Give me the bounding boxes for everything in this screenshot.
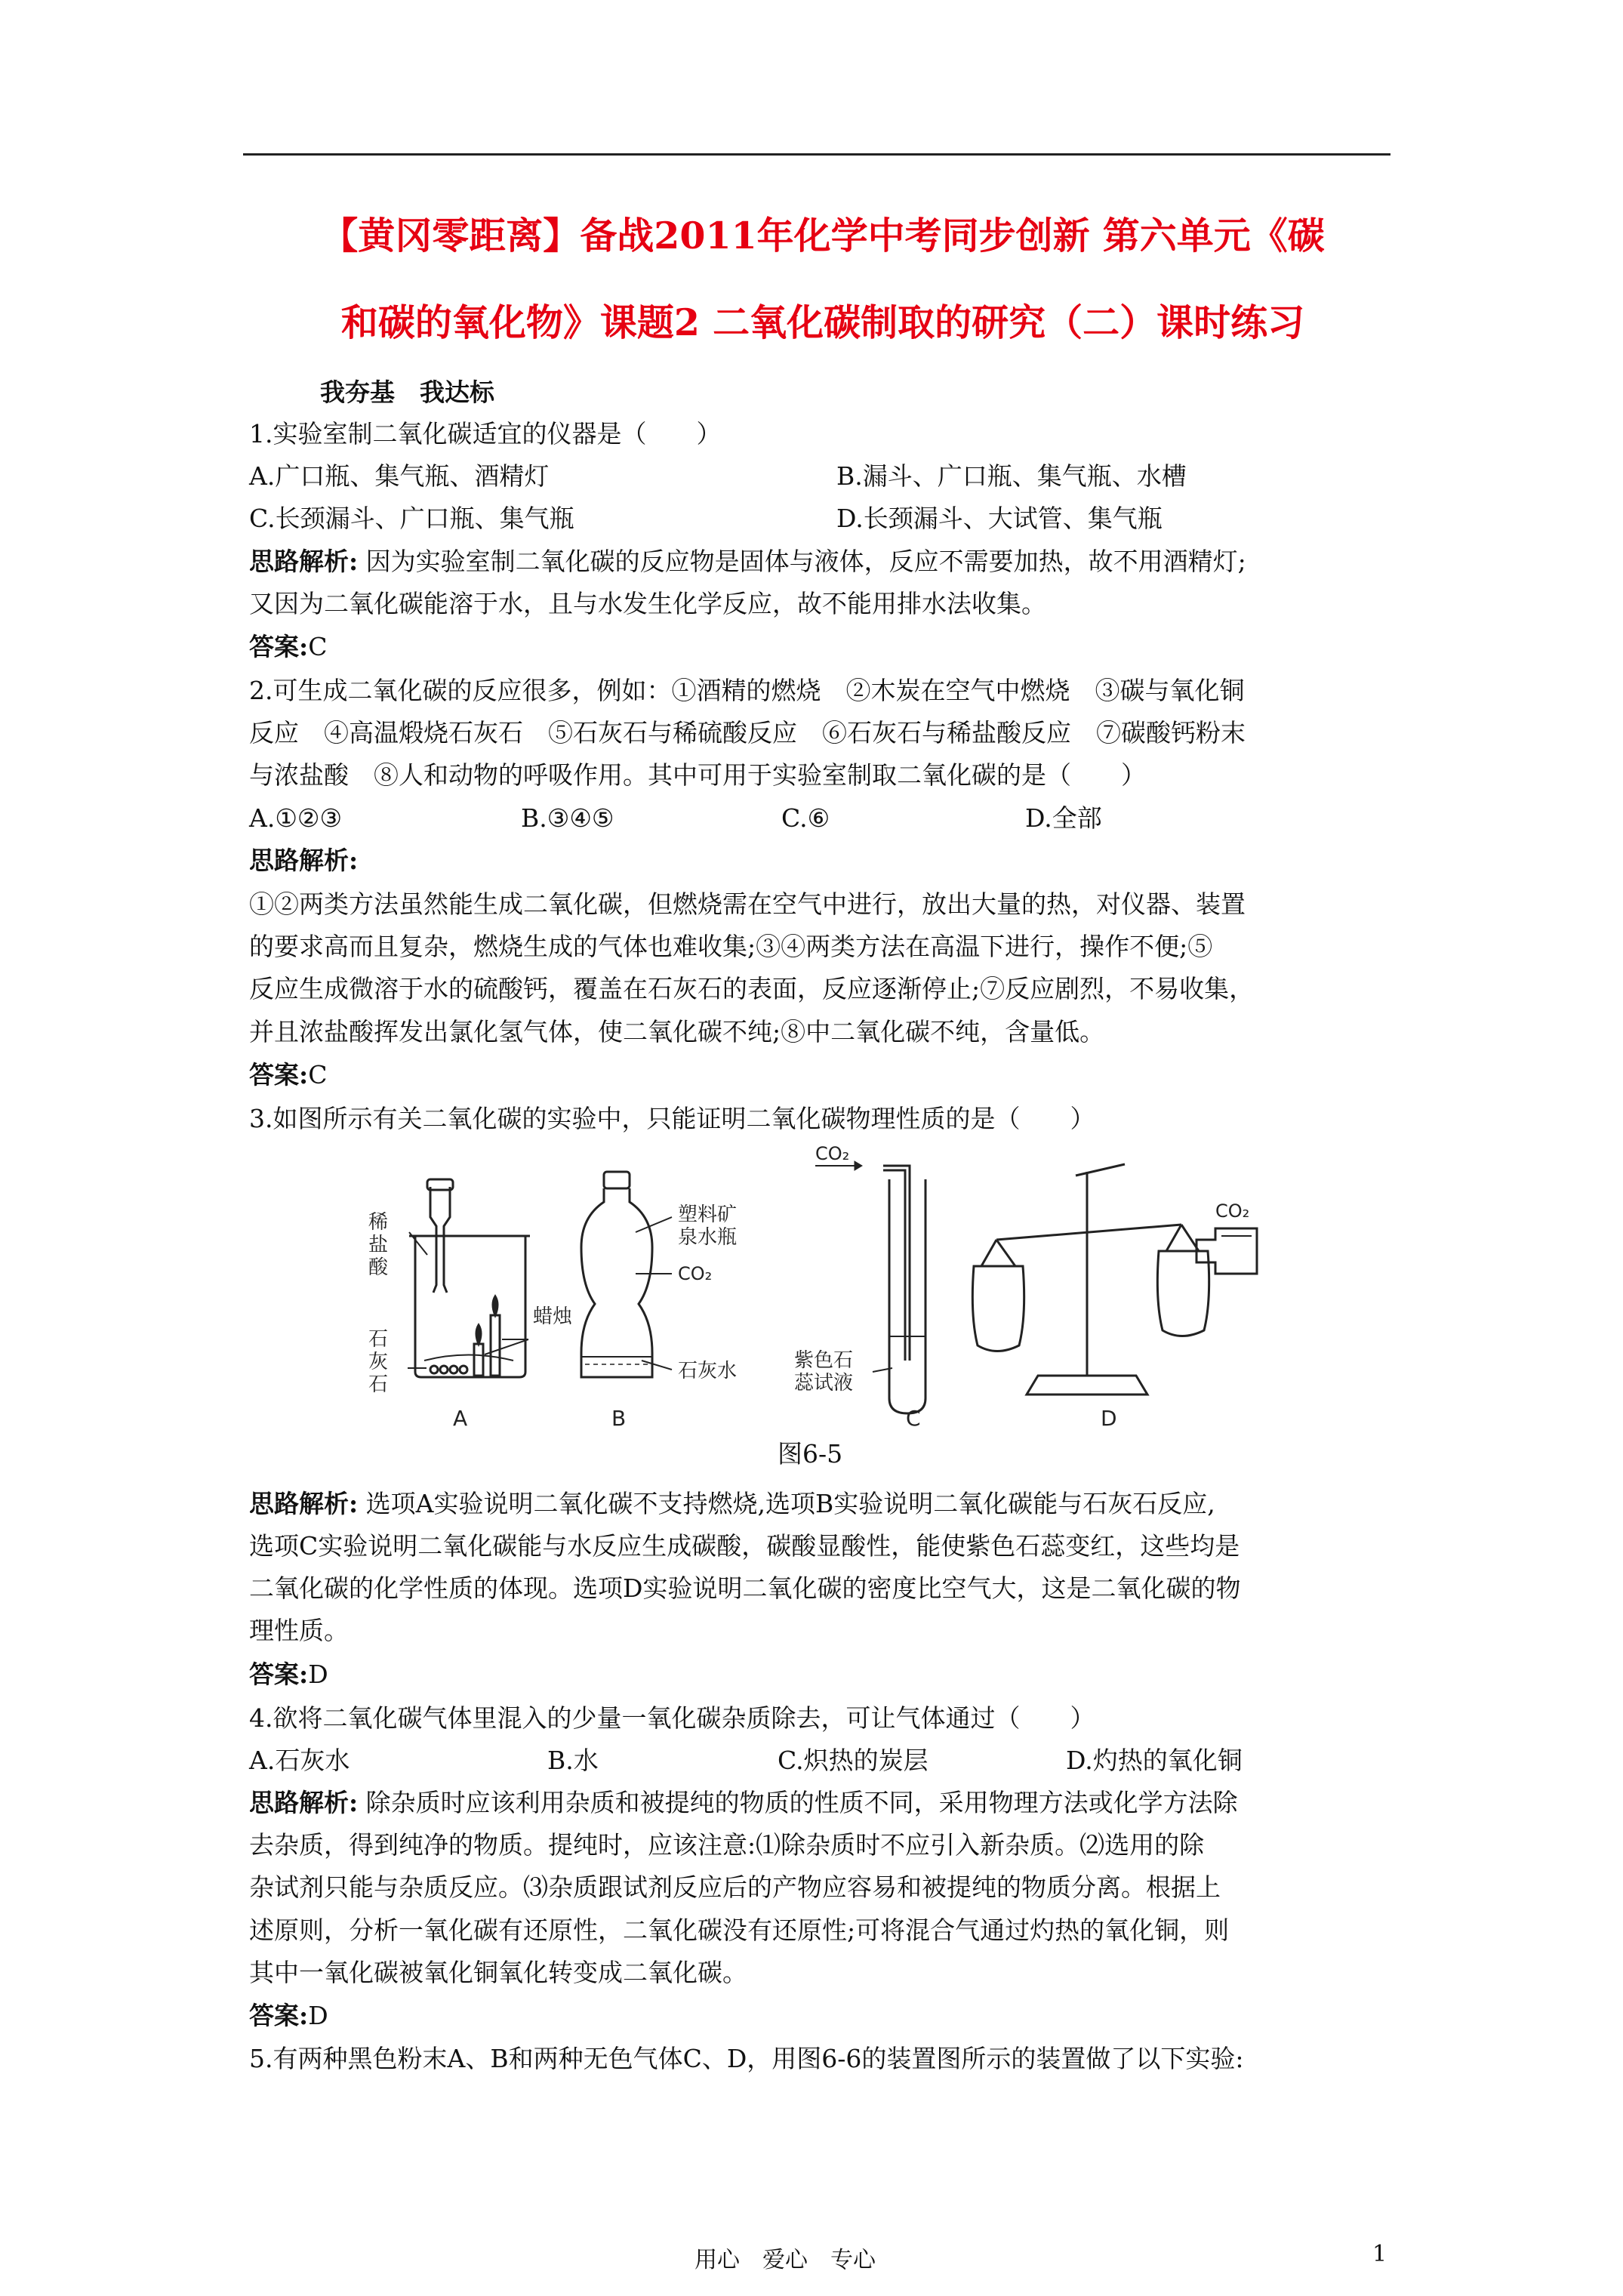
apparatus-b: [581, 1172, 737, 1382]
q4-analysis-line4: 述原则，分析一氧化碳有还原性，二氧化碳没有还原性;可将混合气通过灼热的氧化铜，则: [249, 1915, 1230, 1945]
q3-analysis-line4: 理性质。: [249, 1616, 349, 1645]
label-a-acid-1: 稀: [368, 1211, 389, 1234]
figure-6-5: [355, 1142, 1298, 1428]
q1-analysis-line2: 又因为二氧化碳能溶于水，且与水发生化学反应，故不能用排水法收集。: [249, 589, 1046, 618]
label-a-acid-3: 酸: [368, 1256, 389, 1279]
page-footer: 用心 爱心 专心: [694, 2247, 876, 2273]
q5-stem: 5.有两种黑色粉末A、B和两种无色气体C、D，用图6-6的装置图所示的装置做了以下实验:: [249, 2044, 1244, 2073]
label-b-co2: CO₂: [678, 1263, 713, 1284]
q1-option-b: B.漏斗、广口瓶、集气瓶、水槽: [836, 461, 1187, 491]
q2-stem-line3: 与浓盐酸 ⑧人和动物的呼吸作用。其中可用于实验室制取二氧化碳的是（ ）: [249, 760, 1146, 790]
page-title-line2: 和碳的氧化物》课题2 二氧化碳制取的研究（二）课时练习: [340, 300, 1305, 344]
q4-stem: 4.欲将二氧化碳气体里混入的少量一氧化碳杂质除去，可让气体通过（ ）: [249, 1703, 1095, 1733]
q2-stem-line2: 反应 ④高温煅烧石灰石 ⑤石灰石与稀硫酸反应 ⑥石灰石与稀盐酸反应 ⑦碳酸钙粉末: [249, 718, 1246, 747]
q4-option-d: D.灼热的氧化铜: [1066, 1746, 1243, 1775]
q3-analysis-line3: 二氧化碳的化学性质的体现。选项D实验说明二氧化碳的密度比空气大，这是二氧化碳的物: [249, 1573, 1241, 1603]
label-a-stone-1: 石: [368, 1328, 389, 1351]
label-d-co2: CO₂: [1215, 1200, 1250, 1222]
q4-option-b: B.水: [547, 1746, 599, 1775]
label-b-bottle-1: 塑料矿: [678, 1203, 738, 1226]
q3-analysis-line2: 选项C实验说明二氧化碳能与水反应生成碳酸，碳酸显酸性，能使紫色石蕊变红，这些均是: [249, 1531, 1240, 1561]
q4-option-a: A.石灰水: [249, 1746, 350, 1775]
letter-a: A: [453, 1406, 468, 1428]
letter-d: D: [1101, 1406, 1117, 1428]
figure-caption: 图6-5: [778, 1439, 843, 1469]
q2-analysis-label: 思路解析:: [249, 846, 359, 875]
label-a-stone-3: 石: [368, 1373, 389, 1396]
q2-stem-line1: 2.可生成二氧化碳的反应很多，例如：①酒精的燃烧 ②木炭在空气中燃烧 ③碳与氧化铜: [249, 676, 1245, 705]
q2-analysis-line4: 并且浓盐酸挥发出氯化氢气体，使二氧化碳不纯;⑧中二氧化碳不纯，含量低。: [249, 1017, 1105, 1046]
page-number: 1: [1372, 2241, 1387, 2267]
apparatus-d: [972, 1164, 1257, 1395]
letter-c: C: [906, 1406, 921, 1428]
q1-analysis-label: 思路解析:: [249, 547, 359, 576]
q1-option-c: C.长颈漏斗、广口瓶、集气瓶: [249, 504, 574, 533]
label-a-candle: 蜡烛: [533, 1305, 573, 1328]
q2-option-d: D.全部: [1025, 803, 1102, 833]
q2-option-b: B.③④⑤: [521, 803, 614, 833]
q4-analysis-line1: 思路解析: 除杂质时应该利用杂质和被提纯的物质的性质不同，采用物理方法或化学方法除: [249, 1788, 1238, 1817]
q1-analysis-line1: 思路解析: 因为实验室制二氧化碳的反应物是固体与液体，反应不需要加热，故不用酒精灯;: [249, 547, 1246, 576]
letter-b: B: [611, 1406, 627, 1428]
page-title-line1: 【黄冈零距离】备战2011年化学中考同步创新 第六单元《碳: [321, 214, 1325, 257]
q2-analysis-line2: 的要求高而且复杂，燃烧生成的气体也难收集;③④两类方法在高温下进行，操作不便;⑤: [249, 932, 1213, 961]
q4-answer: 答案:D: [249, 2001, 328, 2030]
q3-answer: 答案:D: [249, 1660, 328, 1689]
q2-option-a: A.①②③: [249, 803, 343, 833]
q1-option-d: D.长颈漏斗、大试管、集气瓶: [836, 504, 1163, 533]
q2-analysis-line1: ①②两类方法虽然能生成二氧化碳，但燃烧需在空气中进行，放出大量的热，对仪器、装置: [249, 889, 1246, 919]
label-c-litmus-2: 蕊试液: [794, 1372, 854, 1395]
label-b-bottle-2: 泉水瓶: [678, 1226, 738, 1249]
q4-analysis-line3: 杂试剂只能与杂质反应。⑶杂质跟试剂反应后的产物应容易和被提纯的物质分离。根据上: [249, 1872, 1221, 1902]
apparatus-c: [794, 1143, 925, 1413]
label-a-stone-2: 灰: [368, 1351, 389, 1373]
q2-analysis-line3: 反应生成微溶于水的硫酸钙，覆盖在石灰石的表面，反应逐渐停止;⑦反应剧烈，不易收集，: [249, 974, 1255, 1003]
section-header: 我夯基 我达标: [320, 378, 494, 407]
q4-option-c: C.炽热的炭层: [778, 1746, 929, 1775]
q3-analysis-line1: 思路解析: 选项A实验说明二氧化碳不支持燃烧,选项B实验说明二氧化碳能与石灰石反应,: [249, 1489, 1215, 1518]
q1-answer: 答案:C: [249, 632, 328, 661]
q2-option-c: C.⑥: [781, 803, 830, 833]
apparatus-a: [368, 1179, 573, 1396]
label-b-limewater: 石灰水: [678, 1360, 738, 1382]
label-c-litmus-1: 紫色石: [794, 1349, 854, 1372]
label-a-acid-2: 盐: [368, 1234, 389, 1256]
q1-option-a: A.广口瓶、集气瓶、酒精灯: [249, 461, 550, 491]
q4-analysis-line5: 其中一氧化碳被氧化铜氧化转变成二氧化碳。: [249, 1958, 747, 1987]
q3-stem: 3.如图所示有关二氧化碳的实验中，只能证明二氧化碳物理性质的是（ ）: [249, 1104, 1095, 1133]
header-rule: [243, 153, 1390, 156]
q2-answer: 答案:C: [249, 1060, 328, 1089]
q1-stem: 1.实验室制二氧化碳适宜的仪器是（ ）: [249, 419, 722, 448]
label-c-co2: CO₂: [815, 1143, 850, 1164]
q4-analysis-line2: 去杂质，得到纯净的物质。提纯时，应该注意:⑴除杂质时不应引入新杂质。⑵选用的除: [249, 1830, 1205, 1860]
